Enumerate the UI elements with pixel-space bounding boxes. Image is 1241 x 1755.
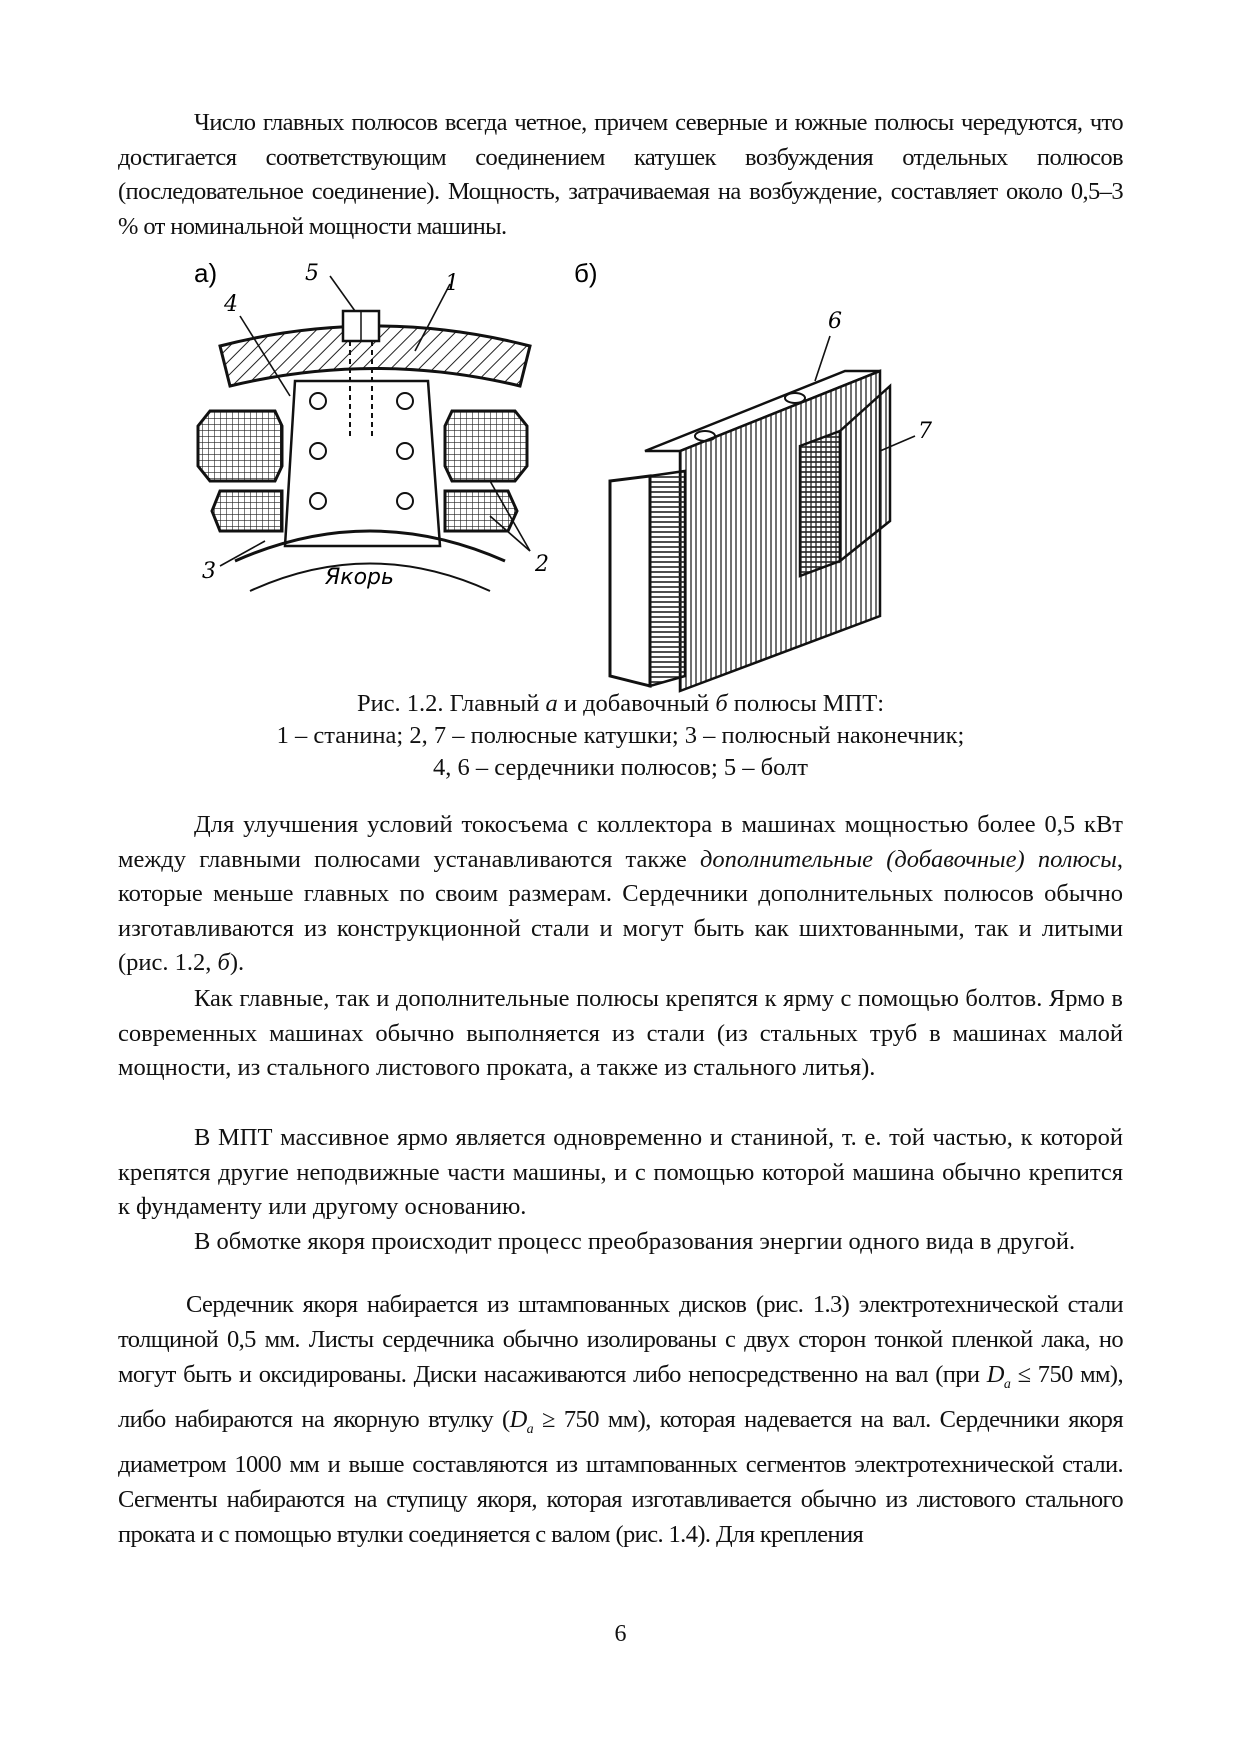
armature-label: Якорь [325,565,394,590]
paragraph-auxiliary-poles: Для улучшения условий токосъема с коллектора в машинах мощностью более 0,5 кВт между главными полюсами устанавливаются также дополнительные (добавочные) полюсы, которые меньше главных по своим размерам. Сердечники дополнительных полюсов обычно изготавливаются из конструкционной стали и могут быть как шихтованными, так и литыми (рис. 1.2, б). [118,811,1123,976]
right-coil-lower [445,491,517,531]
left-coil-upper [198,411,282,481]
label-1: 1 [445,271,459,296]
right-coil-upper [445,411,527,481]
panel-b-label: б) [574,258,598,288]
coil-left-side [610,476,650,686]
label-4: 4 [224,292,238,317]
label-2: 2 [535,552,549,577]
label-3: 3 [202,559,216,584]
panel-a-drawing [194,258,549,591]
label-7: 7 [918,419,932,444]
coil-right-front [800,431,840,576]
panel-b-drawing [574,258,932,691]
paragraph-frame: В МПТ массивное ярмо является одновременно и станиной, т. е. той частью, к которой крепятся другие неподвижные части машины, и с помощью которой машина обычно крепится к фундаменту или другому основанию. [118,1124,1123,1220]
paragraph-main-poles: Число главных полюсов всегда четное, причем северные и южные полюсы чередуются, что достигается соответствующим соединением катушек возбуждения отдельных полюсов (последовательное соединение). Мощность, затрачиваемая на возбуждение, составляет около 0,5–3 % от номинальной мощности машины. [118,109,1123,240]
label-5: 5 [305,261,319,286]
panel-a-label: а) [194,258,218,288]
figure-caption-line1: Рис. 1.2. Главный а и добавочный б полюсы МПТ: [356,690,885,717]
figure-caption-line3: 4, 6 – сердечники полюсов; 5 – болт [433,754,808,781]
paragraph-armature-winding: В обмотке якоря происходит процесс преобразования энергии одного вида в другой. [194,1228,1076,1255]
label-6: 6 [828,309,842,334]
pole-core [285,381,440,546]
left-coil-lower [212,491,282,531]
paragraph-armature-core: Сердечник якоря набирается из штампованных дисков (рис. 1.3) электротехнической стали толщиной 0,5 мм. Листы сердечника обычно изолированы с двух сторон тонкой пленкой лака, но могут быть и оксидированы. Диски насаживаются либо непосредственно на вал (при $D_a \le 750$ мм), либо набираются на якорную втулку ($D_a \ge 750$ мм), которая надевается на вал. Сердечники якоря диаметром 1000 мм и выше составляются из штампованных сегментов электротехнической стали. Сегменты набираются на ступицу якоря, которая изготавливается обычно из листового стального проката и с помощью втулки соединяется с валом (рис. 1.4). Для крепления [118,1291,1124,1548]
coil-left-front [650,471,685,686]
figure-poles [190,258,1050,686]
page-number: 6 [614,1621,627,1647]
figure-caption-line2: 1 – станина; 2, 7 – полюсные катушки; 3 – полюсный наконечник; [276,722,965,749]
paragraph-yoke: Как главные, так и дополнительные полюсы крепятся к ярму с помощью болтов. Ярмо в современных машинах обычно выполняется из стали (из стальных труб в машинах малой мощности, из стального листового проката, а также из стального литья). [118,985,1123,1081]
